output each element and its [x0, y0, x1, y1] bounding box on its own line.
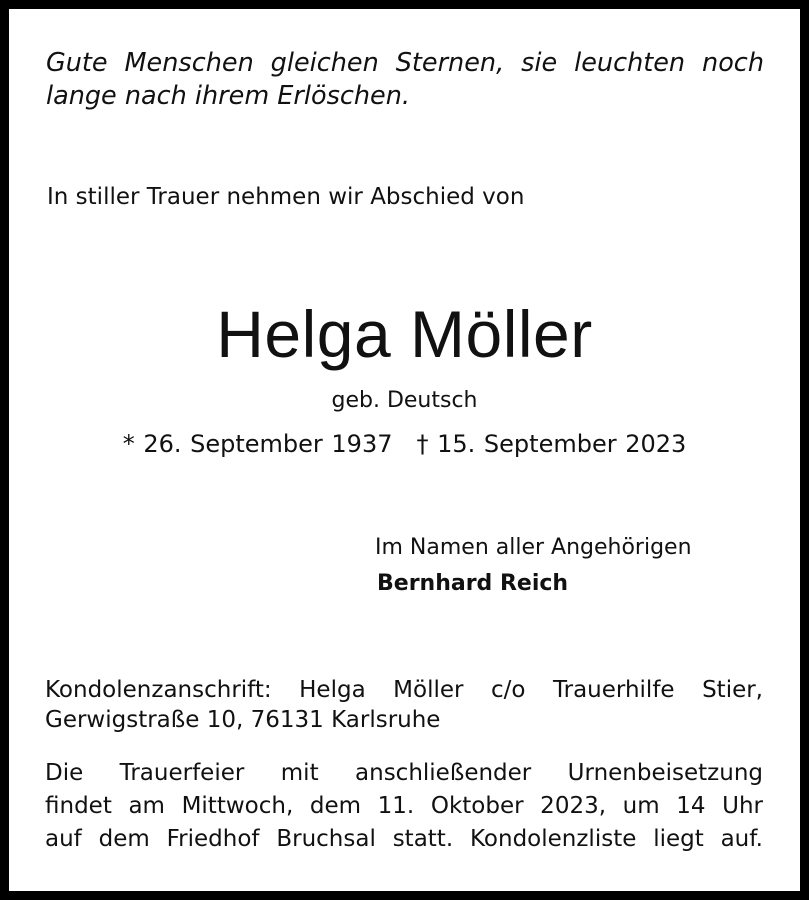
- quote-line-2: lange nach ihrem Erlöschen.: [46, 81, 410, 111]
- death-date: † 15. September 2023: [416, 430, 687, 458]
- intro-text: In stiller Trauer nehmen wir Abschied von: [47, 184, 525, 210]
- birth-date: * 26. September 1937: [122, 430, 393, 458]
- family-signatory: Bernhard Reich: [377, 571, 569, 596]
- deceased-name: Helga Möller: [216, 297, 593, 371]
- condolence-address-line-1: Kondolenzanschrift: Helga Möller c/o Trauerhilfe Stier,: [45, 677, 763, 703]
- funeral-info-line-1: Die Trauerfeier mit anschließender Urnenbeisetzung: [45, 760, 763, 786]
- life-dates: [0, 430, 809, 458]
- funeral-info-line-2: findet am Mittwoch, dem 11. Oktober 2023, um 14 Uhr: [45, 793, 763, 819]
- quote-line-1: Gute Menschen gleichen Sternen, sie leuchten noch: [46, 48, 764, 78]
- maiden-name: geb. Deutsch: [331, 388, 478, 413]
- funeral-info-line-3: auf dem Friedhof Bruchsal statt. Kondolenzliste liegt auf.: [45, 826, 763, 852]
- condolence-address-line-2: Gerwigstraße 10, 76131 Karlsruhe: [45, 707, 441, 733]
- family-label: Im Namen aller Angehörigen: [375, 535, 692, 560]
